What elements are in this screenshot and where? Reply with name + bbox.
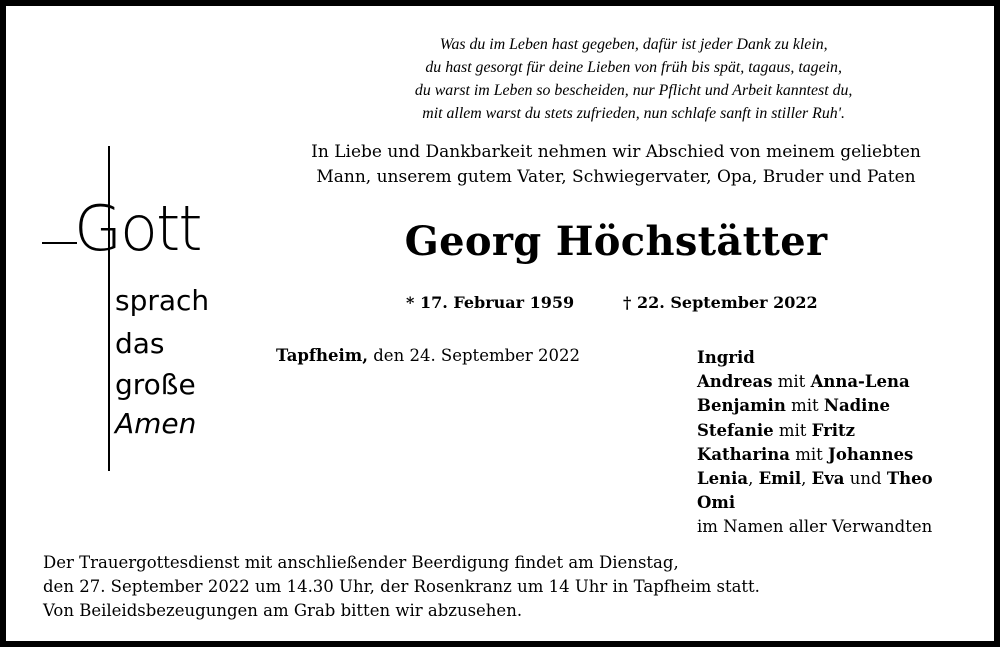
logo-word: sprach [115, 284, 210, 317]
family-line: Lenia, Emil, Eva und Theo [697, 469, 933, 489]
poem-line: du hast gesorgt für deine Lieben von früh bis spät, tagaus, tagein, [425, 59, 842, 76]
intro-line: In Liebe und Dankbarkeit nehmen wir Abschied von meinem geliebten [311, 142, 921, 162]
poem-line: Was du im Leben hast gegeben, dafür ist jeder Dank zu klein, [439, 36, 828, 53]
logo-word: das [115, 327, 165, 360]
birth-date: * 17. Februar 1959 [406, 293, 575, 312]
place-date-text: den 24. September 2022 [368, 346, 581, 365]
place-date [276, 346, 580, 365]
family-line: Andreas mit Anna-Lena [697, 372, 910, 392]
obituary-card [6, 6, 994, 641]
family-line: Katharina mit Johannes [697, 444, 914, 464]
family-line: Stefanie mit Fritz [697, 420, 856, 440]
death-date: † 22. September 2022 [623, 293, 818, 312]
place-name: Tapfheim, [276, 346, 368, 365]
footer-line: den 27. September 2022 um 14.30 Uhr, der Rosenkranz um 14 Uhr in Tapfheim statt. [43, 577, 760, 596]
family-line: Benjamin mit Nadine [697, 396, 890, 416]
logo-word: große [115, 368, 196, 401]
intro-text [276, 140, 956, 190]
logo-word-gott: Gott [74, 192, 201, 265]
logo-word: Amen [115, 407, 197, 440]
family-line: Ingrid [697, 348, 755, 367]
poem-line: du warst im Leben so bescheiden, nur Pflicht und Arbeit kanntest du, [414, 82, 853, 99]
cross-horizontal-line [42, 242, 77, 244]
footer-line: Der Trauergottesdienst mit anschließender Beerdigung findet am Dienstag, [43, 553, 679, 572]
intro-line: Mann, unserem gutem Vater, Schwiegervater, Opa, Bruder und Paten [316, 167, 916, 187]
family-list [697, 346, 933, 540]
service-info [43, 551, 760, 623]
footer-line: Von Beileidsbezeugungen am Grab bitten wir abzusehen. [43, 601, 523, 620]
family-line: Omi [697, 493, 736, 513]
deceased-name: Georg Höchstätter [404, 218, 828, 265]
poem [6, 33, 1000, 125]
poem-line: mit allem warst du stets zufrieden, nun schlafe sanft in stiller Ruh'. [422, 105, 846, 122]
family-line: im Namen aller Verwandten [697, 517, 933, 537]
